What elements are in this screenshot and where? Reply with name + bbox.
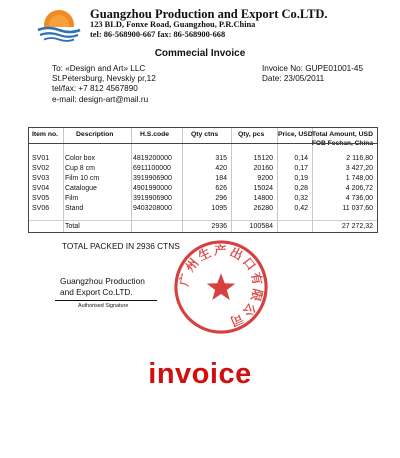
cell-description: Film 10 cm — [65, 175, 100, 182]
table-row — [29, 195, 377, 205]
cell-qty-pcs: 9200 — [257, 175, 273, 182]
cell-qty-ctns: 315 — [215, 155, 227, 162]
cell-price: 0,28 — [294, 185, 308, 192]
cell-amount: 1 748,00 — [345, 175, 373, 182]
signature-company — [60, 276, 145, 297]
total-qty-ctns: 2936 — [211, 223, 227, 230]
cell-amount: 4 736,00 — [345, 195, 373, 202]
cell-description: Color box — [65, 155, 95, 162]
document-title: Commecial Invoice — [154, 48, 246, 59]
total-amount: 27 272,32 — [341, 223, 373, 230]
invoice-info — [262, 64, 363, 84]
cell-hs-code: 4819200000 — [133, 155, 172, 162]
table-row — [29, 175, 377, 185]
cell-item: SV04 — [32, 185, 50, 192]
cell-hs-code: 3919906900 — [133, 195, 172, 202]
cell-amount: 11 037,60 — [342, 205, 373, 212]
cell-description: Film — [65, 195, 79, 202]
signature-company-line: Guangzhou Production — [60, 276, 145, 286]
table-row — [29, 205, 377, 215]
header-qty-ctns: Qty ctns — [191, 131, 219, 138]
table-row — [29, 165, 377, 175]
recipient-email: e-mail: design-art@mail.ru — [52, 94, 149, 104]
cell-qty-pcs: 14800 — [253, 195, 273, 202]
company-logo-icon — [36, 6, 82, 44]
cell-description: Cup 8 cm — [65, 165, 95, 172]
cell-qty-ctns: 296 — [215, 195, 227, 202]
header-divider — [29, 143, 377, 144]
cell-hs-code: 9403208000 — [133, 205, 172, 212]
signature-company-line: and Export Co.LTD. — [60, 286, 133, 297]
cell-qty-pcs: 15024 — [253, 185, 273, 192]
total-qty-pcs: 100584 — [249, 223, 273, 230]
total-row — [29, 223, 377, 233]
total-divider — [29, 220, 377, 221]
cell-description: Catalogue — [65, 185, 97, 192]
cell-hs-code: 4901990000 — [133, 185, 172, 192]
invoice-number: Invoice No: GUPE01001-45 — [262, 64, 364, 73]
recipient-block — [52, 64, 156, 105]
invoice-caption: invoice — [148, 358, 252, 390]
cell-qty-ctns: 184 — [215, 175, 227, 182]
signature-line — [55, 300, 157, 301]
invoice-table — [28, 127, 378, 233]
cell-amount: 2 116,80 — [346, 155, 373, 162]
header-qty-pcs: Qty, pcs — [238, 131, 265, 138]
cell-price: 0,17 — [294, 165, 308, 172]
cell-item: SV01 — [32, 155, 50, 162]
cell-item: SV02 — [32, 165, 50, 172]
cell-qty-pcs: 20160 — [253, 165, 273, 172]
invoice-date: Date: 23/05/2011 — [262, 74, 325, 84]
seal-text: 广州生产出口有限公司 — [177, 243, 265, 330]
cell-qty-ctns: 1095 — [211, 205, 227, 212]
table-row — [29, 185, 377, 195]
cell-item: SV05 — [32, 195, 50, 202]
cell-qty-pcs: 15120 — [253, 155, 273, 162]
header-item: Item no. — [32, 131, 59, 138]
recipient-to: To: «Design and Art» LLC — [52, 64, 146, 73]
company-contacts: tel: 86-568900-667 fax: 86-568900-668 — [90, 30, 226, 39]
total-label: Total — [65, 223, 80, 230]
recipient-telfax: tel/fax: +7 812 4567890 — [52, 84, 138, 94]
company-address: 123 BLD, Fonxe Road, Guangzhou, P.R.China — [90, 20, 256, 29]
cell-item: SV03 — [32, 175, 50, 182]
cell-qty-pcs: 26280 — [253, 205, 273, 212]
cell-qty-ctns: 420 — [215, 165, 227, 172]
cell-qty-ctns: 626 — [215, 185, 227, 192]
total-packed: TOTAL PACKED IN 2936 CTNS — [62, 241, 180, 251]
table-row — [29, 155, 377, 165]
header-description: Description — [76, 131, 114, 138]
cell-amount: 3 427,20 — [345, 165, 373, 172]
company-seal-stamp — [172, 238, 270, 336]
cell-price: 0,19 — [294, 175, 308, 182]
cell-item: SV06 — [32, 205, 50, 212]
recipient-address: St.Petersburg, Nevskiy pr,12 — [52, 74, 156, 84]
cell-hs-code: 6911100000 — [133, 165, 171, 172]
header-price: Price, USD — [278, 131, 313, 138]
cell-description: Stand — [65, 205, 84, 212]
cell-price: 0,14 — [294, 155, 308, 162]
header-total-amount: Total Amount, USD — [311, 131, 373, 138]
cell-price: 0,32 — [294, 195, 308, 202]
cell-hs-code: 3919906900 — [133, 175, 172, 182]
cell-amount: 4 206,72 — [345, 185, 373, 192]
header-hs-code: H.S.code — [140, 131, 170, 138]
cell-price: 0,42 — [294, 205, 308, 212]
company-name: Guangzhou Production and Export Co.LTD. — [90, 7, 328, 21]
signature-caption: Authorised Signature — [78, 303, 129, 309]
